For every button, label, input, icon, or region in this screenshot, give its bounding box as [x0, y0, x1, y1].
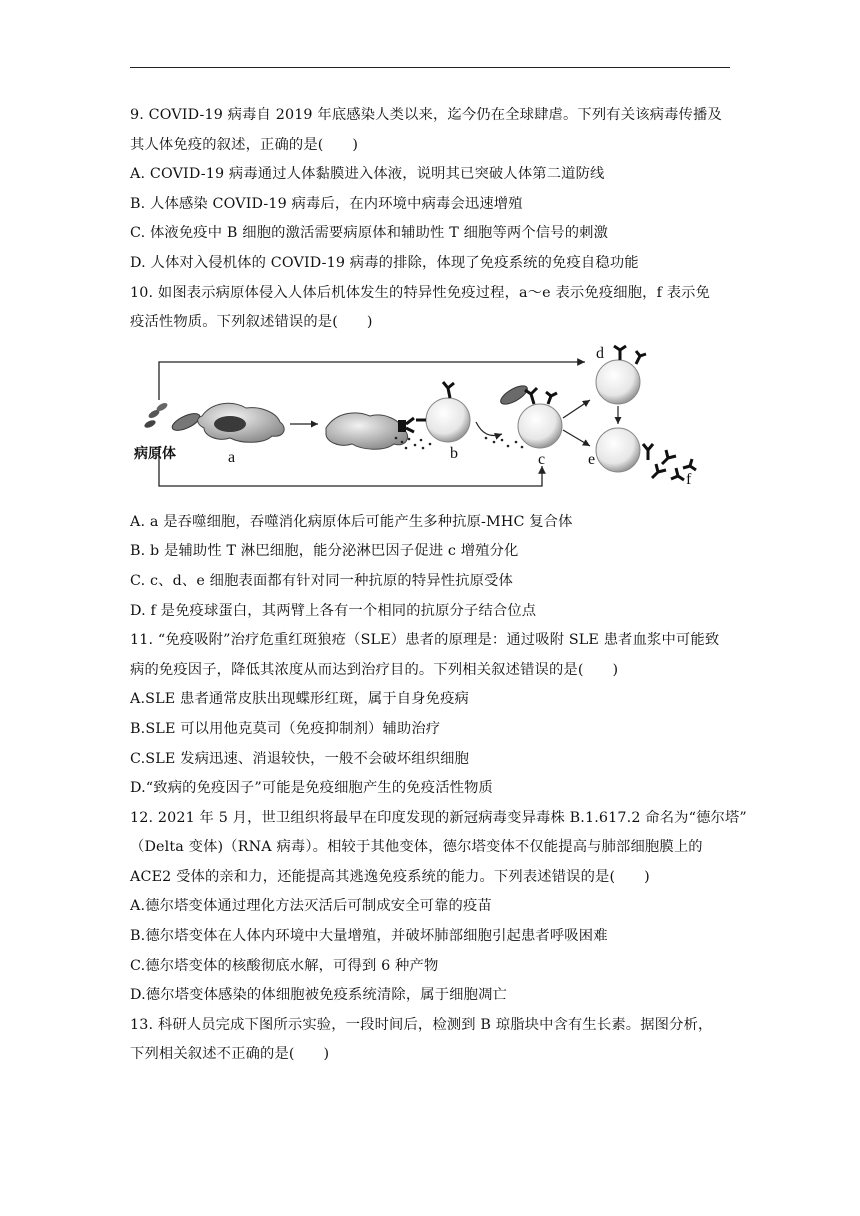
label-e: e [588, 450, 596, 468]
option-b[interactable]: B.德尔塔变体在人体内环境中大量增殖，并破坏肺部细胞引起患者呼吸困难 [130, 928, 608, 945]
bottom-arrow [159, 446, 542, 486]
question-11 [130, 626, 730, 804]
label-b: b [450, 444, 458, 462]
label-c: c [538, 450, 546, 468]
question-stem-line: 病的免疫因子，降低其浓度从而达到治疗目的。下列相关叙述错误的是( ) [130, 661, 619, 678]
option-b[interactable]: B. 人体感染 COVID-19 病毒后，在内环境中病毒会迅速增殖 [130, 195, 523, 212]
plasma-cell-e-icon [596, 428, 640, 472]
question-9 [130, 101, 730, 279]
helper-t-cell-b-icon [416, 382, 470, 442]
question-stem-line: 下列相关叙述不正确的是( ) [130, 1046, 330, 1063]
label-d: d [596, 344, 604, 362]
question-13 [130, 1011, 730, 1070]
option-a[interactable]: A.德尔塔变体通过理化方法灭活后可制成安全可靠的疫苗 [130, 898, 492, 915]
question-stem-line: 11. “免疫吸附”治疗危重红斑狼疮（SLE）患者的原理是：通过吸附 SLE 患者血浆中可能致 [130, 632, 720, 649]
phagocyte-a-icon [198, 403, 284, 442]
option-d[interactable]: D.“致病的免疫因子”可能是免疫细胞产生的免疫活性物质 [130, 780, 493, 797]
question-stem-line: 疫活性物质。下列叙述错误的是( ) [130, 314, 373, 331]
option-c[interactable]: C. 体液免疫中 B 细胞的激活需要病原体和辅助性 T 细胞等两个信号的刺激 [130, 225, 609, 242]
immune-process-figure [130, 338, 730, 508]
option-c[interactable]: C.德尔塔变体的核酸彻底水解，可得到 6 种产物 [130, 957, 439, 974]
question-stem-line: 其人体免疫的叙述，正确的是( ) [130, 136, 359, 153]
option-b[interactable]: B. b 是辅助性 T 淋巴细胞，能分泌淋巴因子促进 c 增殖分化 [130, 543, 519, 560]
question-stem-line: 9. COVID-19 病毒自 2019 年底感染人类以来，迄今仍在全球肆虐。下列有关该病毒传播及 [130, 107, 722, 123]
label-f: f [686, 470, 692, 488]
pathogen-icon [143, 401, 202, 433]
header-rule [130, 67, 730, 68]
question-12 [130, 804, 747, 1011]
question-stem-line: 10. 如图表示病原体侵入人体后机体发生的特异性免疫过程，a～e 表示免疫细胞，f 表示免 [130, 284, 711, 301]
question-stem-line: 12. 2021 年 5 月，世卫组织将最早在印度发现的新冠病毒变异毒株 B.1.617.2 命名为“德尔塔” [130, 809, 747, 826]
pathogen-rod-icon [498, 382, 530, 407]
label-a: a [228, 448, 236, 466]
question-stem-line: （Delta 变体)（RNA 病毒）。相较于其他变体，德尔塔变体不仅能提高与肺部细胞膜上的 [130, 839, 703, 856]
b-cell-c-icon [518, 388, 562, 448]
option-a[interactable]: A.SLE 患者通常皮肤出现蝶形红斑，属于自身免疫病 [130, 691, 469, 708]
option-a[interactable]: A. COVID-19 病毒通过人体黏膜进入体液，说明其已突破人体第二道防线 [130, 166, 605, 183]
option-c[interactable]: C.SLE 发病迅速、消退较快，一般不会破坏组织细胞 [130, 750, 470, 767]
option-b[interactable]: B.SLE 可以用他克莫司（免疫抑制剂）辅助治疗 [130, 720, 441, 737]
option-d[interactable]: D. 人体对入侵机体的 COVID-19 病毒的排除，体现了免疫系统的免疫自稳功能 [130, 254, 639, 271]
antigen-presenting-cell-icon [326, 413, 414, 449]
option-d[interactable]: D. f 是免疫球蛋白，其两臂上各有一个相同的抗原分子结合位点 [130, 602, 537, 619]
question-stem-line: 13. 科研人员完成下图所示实验，一段时间后，检测到 B 琼脂块中含有生长素。据图分析， [130, 1016, 713, 1033]
option-d[interactable]: D.德尔塔变体感染的体细胞被免疫系统清除，属于细胞凋亡 [130, 987, 507, 1004]
exam-page [130, 101, 747, 1070]
option-c[interactable]: C. c、d、e 细胞表面都有针对同一种抗原的特异性抗原受体 [130, 572, 514, 589]
label-pathogen: 病原体 [134, 446, 176, 462]
option-a[interactable]: A. a 是吞噬细胞，吞噬消化病原体后可能产生多种抗原-MHC 复合体 [130, 513, 573, 530]
question-10 [130, 279, 730, 627]
question-stem-line: ACE2 受体的亲和力，还能提高其逃逸免疫系统的能力。下列表述错误的是( ) [130, 868, 650, 885]
